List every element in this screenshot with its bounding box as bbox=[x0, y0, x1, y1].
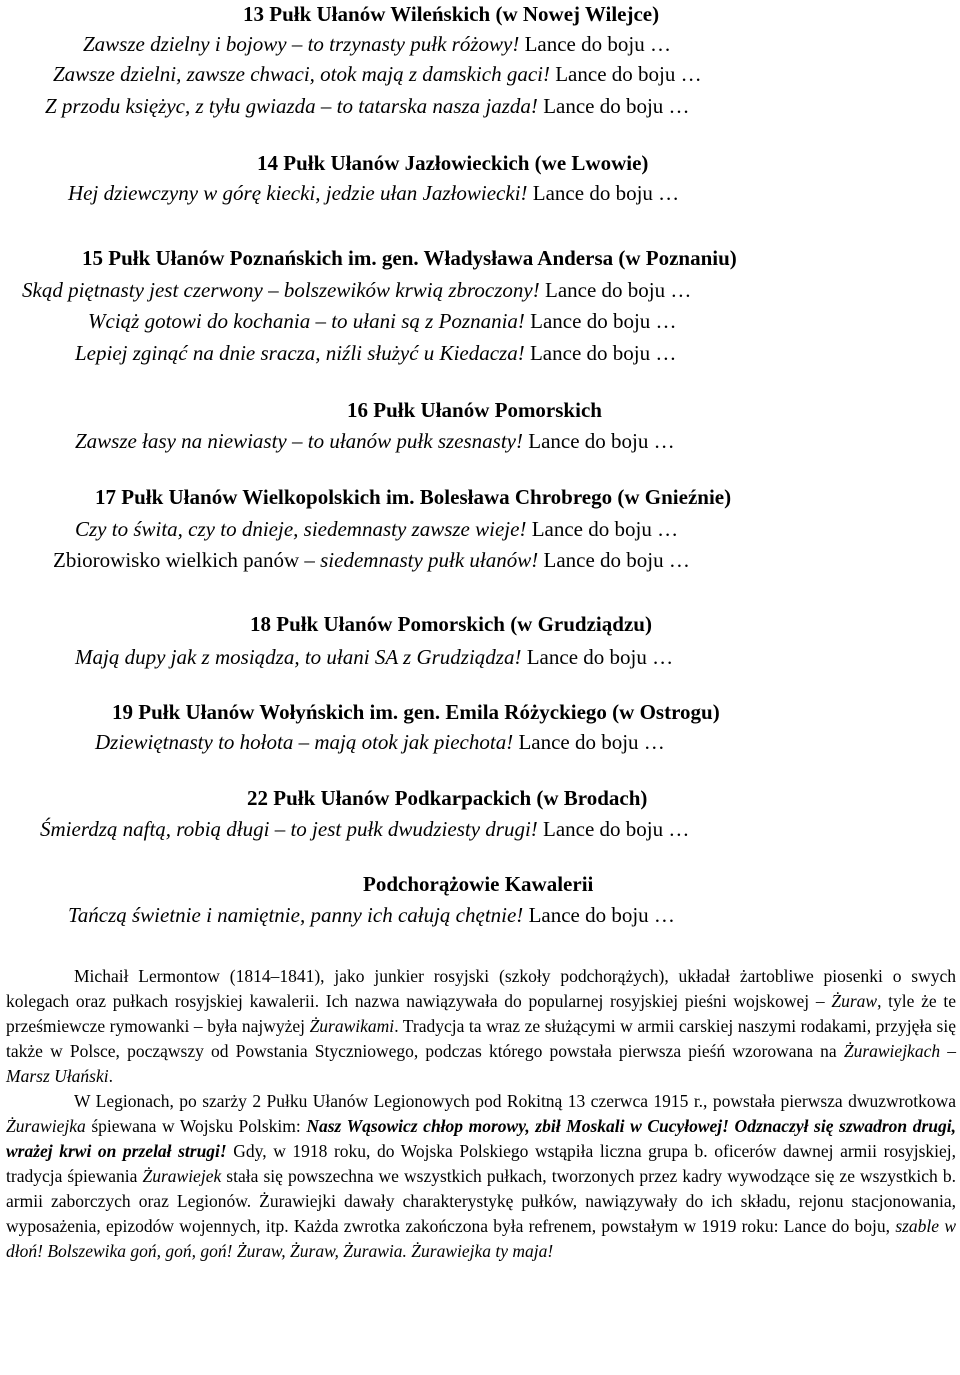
verse-line bbox=[40, 815, 689, 843]
chorus: Lance do boju … bbox=[528, 903, 675, 927]
verse-text: siedemnasty pułk ułanów! bbox=[320, 548, 539, 572]
verse-text: Lepiej zginąć na dnie sracza, niźli służyć u Kiedacza! bbox=[75, 341, 525, 365]
text: Żurawiejka bbox=[6, 1116, 86, 1136]
chorus: Lance do boju … bbox=[543, 817, 690, 841]
chorus: Lance do boju … bbox=[518, 730, 665, 754]
chorus: Lance do boju … bbox=[526, 645, 674, 669]
verse-line bbox=[75, 515, 678, 543]
regiment-14-title: 14 Pułk Ułanów Jazłowieckich (we Lwowie) bbox=[257, 151, 649, 175]
text: Żuraw bbox=[831, 991, 878, 1011]
regiment-17-title: 17 Pułk Ułanów Wielkopolskich im. Bolesława Chrobrego (w Gnieźnie) bbox=[95, 485, 732, 509]
regiment-13-title: 13 Pułk Ułanów Wileńskich (w Nowej Wilejce) bbox=[243, 2, 660, 26]
verse-text: Czy to świta, czy to dnieje, siedemnasty zawsze wieje! bbox=[75, 517, 527, 541]
text: . bbox=[108, 1066, 113, 1086]
regiment-18-title: 18 Pułk Ułanów Pomorskich (w Grudziądzu) bbox=[250, 612, 652, 636]
verse-line bbox=[68, 179, 679, 207]
verse-line bbox=[83, 30, 671, 58]
chorus: Lance do boju … bbox=[524, 32, 671, 56]
verse-line bbox=[53, 546, 690, 574]
regiment-15-title: 15 Pułk Ułanów Poznańskich im. gen. Władysława Andersa (w Poznaniu) bbox=[82, 246, 737, 270]
paragraph-1 bbox=[6, 964, 956, 1089]
verse-text: Dziewiętnasty to hołota – mają otok jak piechota! bbox=[95, 730, 514, 754]
text: Żurawiejkach – Marsz Ułański bbox=[6, 1041, 956, 1086]
verse-line bbox=[95, 728, 665, 756]
chorus: Lance do boju … bbox=[545, 278, 692, 302]
verse-line bbox=[75, 427, 675, 455]
text: Michaił Lermontow (1814–1841), jako junkier rosyjski (szkoły podchorążych), układał żartobliwe piosenki o swych kolegach oraz pułkach rosyjskiej kawalerii. Ich nazwa nawiązywała do popularnej rosyjskiej pieśni wojskowej – bbox=[6, 966, 956, 1011]
chorus: Lance do boju … bbox=[531, 517, 679, 541]
text: , tyle że te prześmiewcze rymowanki – była najwyżej bbox=[6, 991, 957, 1036]
verse-line bbox=[53, 60, 702, 88]
chorus: Lance do boju … bbox=[543, 94, 690, 118]
text: W Legionach, po szarży 2 Pułku Ułanów Legionowych pod Rokitną 13 czerwca 1915 r., powstała pierwsza dwuzwrotkowa bbox=[74, 1091, 956, 1111]
chorus: Lance do boju … bbox=[528, 429, 675, 453]
text: Żurawikami bbox=[309, 1016, 395, 1036]
chorus: Lance do boju … bbox=[529, 341, 677, 365]
regiment-22-title: 22 Pułk Ułanów Podkarpackich (w Brodach) bbox=[247, 786, 648, 810]
verse-text: Zawsze łasy na niewiasty – to ułanów pułk szesnasty! bbox=[75, 429, 523, 453]
paragraph-2 bbox=[6, 1089, 956, 1264]
chorus: Lance do boju … bbox=[530, 309, 677, 333]
verse-text: Skąd piętnasty jest czerwony – bolszewików krwią zbroczony! bbox=[22, 278, 540, 302]
verse-text-plain: Zbiorowisko wielkich panów – bbox=[53, 548, 321, 572]
text: stała się powszechna we wszystkich pułkach, tworzonych przez kadry wywodzące się ze wszystkich b. armii zaborczych oraz Legionów. Żurawiejki dawały charakterystykę pułków, nawiązywały do ich składu, rejonu stacjonowania, wyposażenia, epizodów wojennych, itp. Każda zwrotka zakończona była refrenem, powstałym w 1919 roku: Lance do boju, bbox=[6, 1166, 957, 1236]
text: Nasz Wąsowicz chłop morowy, zbił Moskali w Cucyłowej! Odznaczył się szwadron drugi, wrażej krwi on przelał strugi! bbox=[6, 1116, 956, 1161]
verse-line bbox=[75, 643, 673, 671]
text: Żurawiejek bbox=[142, 1166, 222, 1186]
verse-text: Zawsze dzielny i bojowy – to trzynasty pułk różowy! bbox=[83, 32, 520, 56]
verse-text: Z przodu księżyc, z tyłu gwiazda – to tatarska nasza jazda! bbox=[45, 94, 538, 118]
verse-line bbox=[45, 92, 690, 120]
verse-text: Śmierdzą naftą, robią długi – to jest pułk dwudziesty drugi! bbox=[40, 817, 538, 841]
verse-line bbox=[75, 339, 676, 367]
chorus: Lance do boju … bbox=[532, 181, 680, 205]
verse-line bbox=[22, 276, 691, 304]
prose-section bbox=[6, 964, 956, 1264]
chorus: Lance do boju … bbox=[543, 548, 690, 572]
text: . Tradycja ta wraz ze służącymi w armii carskiej naszymi rodakami, przyjęła się także w Polsce, począwszy od Powstania Styczniowego, podczas którego powstała pierwsza pieśń wzorowana na bbox=[6, 1016, 957, 1061]
regiment-19-title: 19 Pułk Ułanów Wołyńskich im. gen. Emila Różyckiego (w Ostrogu) bbox=[112, 700, 720, 724]
regiment-16-title: 16 Pułk Ułanów Pomorskich bbox=[347, 398, 602, 422]
verse-text: Tańczą świetnie i namiętnie, panny ich całują chętnie! bbox=[68, 903, 524, 927]
verse-text: Mają dupy jak z mosiądza, to ułani SA z Grudziądza! bbox=[75, 645, 522, 669]
verse-text: Zawsze dzielni, zawsze chwaci, otok mają z damskich gaci! bbox=[53, 62, 550, 86]
chorus: Lance do boju … bbox=[555, 62, 702, 86]
verse-line bbox=[68, 901, 675, 929]
verse-text: Wciąż gotowi do kochania – to ułani są z Poznania! bbox=[88, 309, 525, 333]
text: Gdy, w 1918 roku, do Wojska Polskiego wstąpiła liczna grupa b. oficerów dawnej armii rosyjskiej, tradycja śpiewania bbox=[6, 1141, 956, 1186]
verse-text: Hej dziewczyny w górę kiecki, jedzie ułan Jazłowiecki! bbox=[68, 181, 528, 205]
text: śpiewana w Wojsku Polskim: bbox=[85, 1116, 307, 1136]
verse-line bbox=[88, 307, 677, 335]
text: szable w dłoń! Bolszewika goń, goń, goń! Żuraw, Żuraw, Żurawia. Żurawiejka ty maja! bbox=[6, 1216, 956, 1261]
cadets-title: Podchorążowie Kawalerii bbox=[363, 872, 594, 896]
